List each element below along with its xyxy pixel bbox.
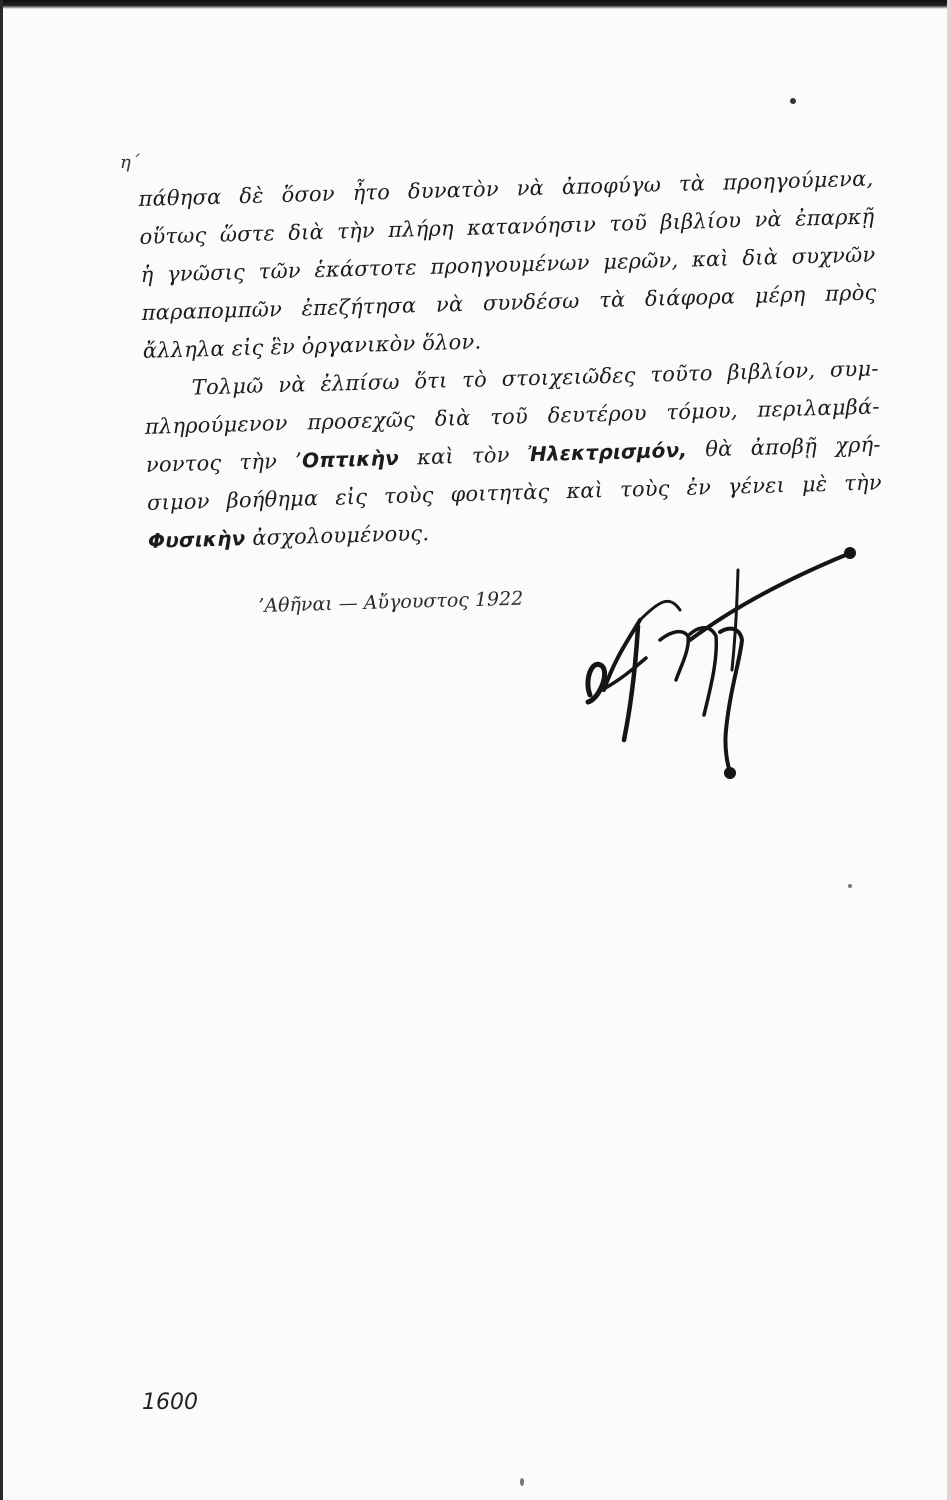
text-run: καὶ τὸν [398, 442, 529, 470]
emphasized-term: Οπτικὴν [301, 445, 400, 473]
dateline: ’Αθῆναι — Αὔγουστος 1922 [258, 587, 524, 617]
text-run: ἄλληλα εἰς ἓν ὀργανικὸν ὅλον. [142, 329, 482, 363]
text-run: νοντος τὴν ’ [145, 448, 303, 477]
ink-dot [790, 98, 796, 104]
scan-left-edge [0, 0, 3, 1500]
text-run: πληρούμενον προσεχῶς διὰ τοῦ δευτέρου τόμου, περιλαμβά- [144, 394, 880, 439]
scan-speck [848, 884, 852, 888]
catalog-number: 1600 [142, 1390, 198, 1415]
text-run: ἀσχολουμένους. [245, 521, 430, 551]
scan-right-edge [947, 0, 951, 1500]
text-run: πάθησα δὲ ὅσον ἦτο δυνατὸν νὰ ἀποφύγω τὰ προηγούμενα, [138, 166, 874, 211]
signature [580, 540, 860, 790]
body-text [138, 159, 883, 559]
text-run: οὕτως ὥστε διὰ τὴν πλήρη κατανόησιν τοῦ βιβλίου νὰ ἐπαρκῇ [139, 204, 875, 249]
text-run: Τολμῶ νὰ ἐλπίσω ὅτι τὸ στοιχειῶδες τοῦτο βιβλίον, συμ- [191, 356, 879, 400]
text-run: παραπομπῶν ἐπεζήτησα νὰ συνδέσω τὰ διάφορα μέρη πρὸς [141, 280, 877, 325]
text-run: θὰ ἀποβῇ χρή- [686, 432, 882, 462]
text-run: ἡ γνῶσις τῶν ἑκάστοτε προηγουμένων μερῶν, καὶ διὰ συχνῶν [140, 242, 876, 287]
text-run: σιμον βοήθημα εἰς τοὺς φοιτητὰς καὶ τοὺς ἐν γένει μὲ τὴν [146, 470, 883, 515]
emphasized-term: Φυσικὴν [147, 526, 246, 553]
scan-top-edge [0, 0, 951, 9]
emphasized-term: Ἠλεκτρισμόν, [527, 437, 688, 467]
page-number: η΄ [120, 152, 140, 173]
scan-speck [520, 1478, 524, 1486]
